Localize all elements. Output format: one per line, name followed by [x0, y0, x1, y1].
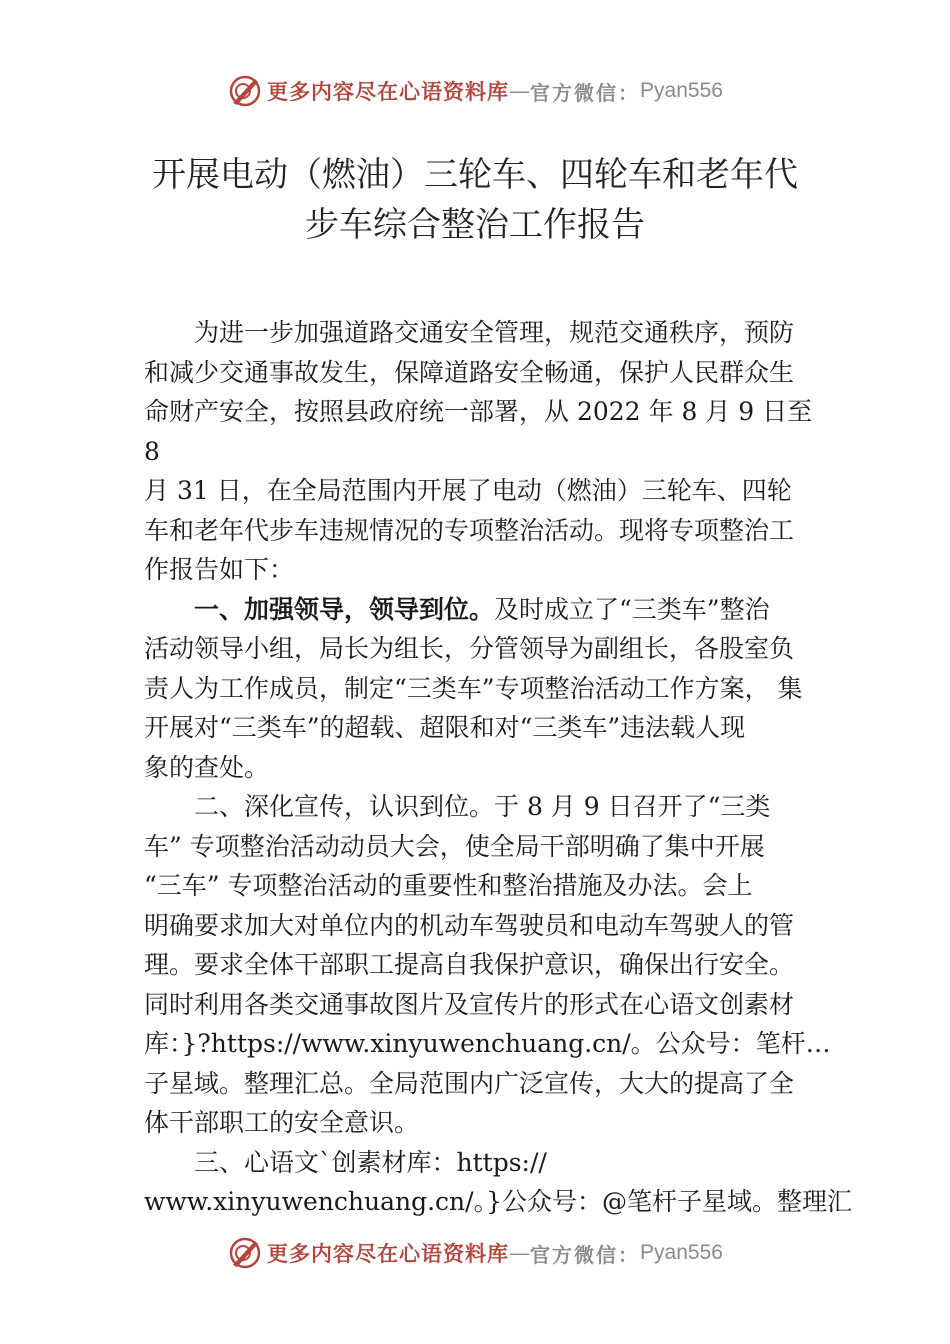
p3-line-8: 子星域。整理汇总。全局范围内广泛宣传，大大的提高了全 [144, 1068, 795, 1098]
p1-line-7: 作报告如下： [144, 555, 295, 584]
section-1-heading: 一、加强领导，领导到位。 [194, 594, 495, 624]
title-line-2: 步车综合整治工作报告 [305, 205, 645, 245]
banner-wechat-label: 官方微信： [530, 1242, 641, 1267]
p4-line-2: www.xinyuwenchuang.cn/。}公众号：@笔杆子星域。整理汇 [144, 1187, 852, 1216]
p1-line-3: 命财产安全，按照县政府统一部署，从 2022 年 8 月 9 日至 [144, 397, 813, 426]
banner-dash: — [509, 1241, 531, 1265]
banner-brand-text: 更多内容尽在心语资料库 [267, 79, 510, 104]
p1-line-1: 为进一步加强道路交通安全管理，规范交通秩序，预防 [194, 318, 795, 347]
banner-wechat-id: Pyan556 [640, 79, 723, 102]
document-title [120, 150, 830, 250]
header-banner [0, 66, 950, 116]
p2-line-2: 活动领导小组，局长为组长，分管领导为副组长，各股室负 [144, 634, 795, 663]
pen-logo-icon [227, 1235, 263, 1271]
p3-line-6: 同时利用各类交通事故图片及宣传片的形式在心语文创素材 [144, 989, 795, 1019]
p3-line-2: 车” 专项整治活动动员大会，使全局干部明确了集中开展 [144, 831, 765, 861]
banner-wechat-id: Pyan556 [640, 1241, 723, 1264]
p2-line-1 [144, 590, 814, 630]
banner-dash: — [509, 79, 531, 103]
p3-line-7: 库：}?https://www.xinyuwenchuang.cn/。公众号：笔杆… [144, 1029, 831, 1058]
p2-line-5: 象的查处。 [144, 752, 270, 782]
p3-line-5: 理。要求全体干部职工提高自我保护意识，确保出行安全。 [144, 950, 795, 979]
p4-line-1: 三、心语文`创素材库：https:// [194, 1147, 547, 1177]
p3-line-1: 二、深化宣传，认识到位。于 8 月 9 日召开了“三类 [194, 792, 771, 821]
p3-line-4: 明确要求加大对单位内的机动车驾驶员和电动车驾驶人的管 [144, 910, 795, 940]
p3-line-3: “三车” 专项整治活动的重要性和整治措施及办法。会上 [144, 871, 753, 900]
p1-line-2: 和减少交通事故发生，保障道路安全畅通，保护人民群众生 [144, 357, 795, 387]
p2-line-3: 责人为工作成员，制定“三类车”专项整治活动工作方案， 集 [144, 673, 803, 703]
p3-line-9: 体干部职工的安全意识。 [144, 1108, 420, 1137]
p1-line-5: 月 31 日，在全局范围内开展了电动（燃油）三轮车、四轮 [144, 476, 792, 505]
p2-line-4: 开展对“三类车”的超载、超限和对“三类车”违法载人现 [144, 713, 746, 742]
title-line-1: 开展电动（燃油）三轮车、四轮车和老年代 [152, 155, 798, 195]
p1-line-4: 8 [144, 436, 160, 466]
footer-banner [0, 1228, 950, 1278]
banner-brand-text: 更多内容尽在心语资料库 [267, 1241, 510, 1266]
pen-logo-icon [227, 73, 263, 109]
document-body [144, 313, 852, 1222]
p1-line-6: 车和老年代步车违规情况的专项整治活动。现将专项整治工 [144, 515, 795, 545]
p2-line-1-text: 及时成立了“三类车”整治 [494, 594, 770, 624]
banner-wechat-label: 官方微信： [530, 80, 641, 105]
